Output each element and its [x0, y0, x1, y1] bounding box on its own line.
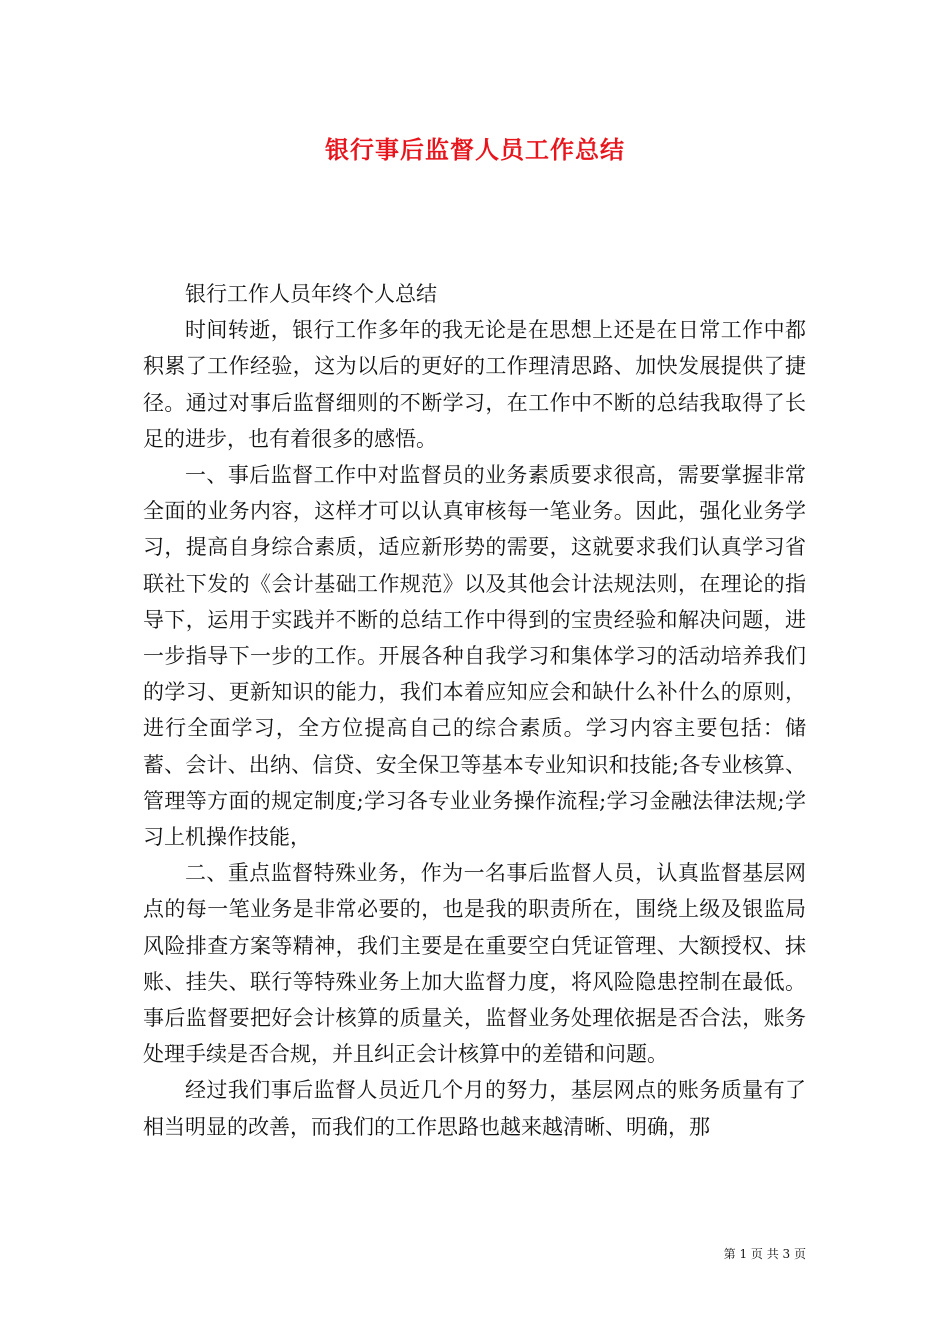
paragraph-section-one: 一、事后监督工作中对监督员的业务素质要求很高，需要掌握非常全面的业务内容，这样才可以认真审核每一笔业务。因此，强化业务学习，提高自身综合素质，适应新形势的需要，这就要求我们认真学习省联社下发的《会计基础工作规范》以及其他会计法规法则，在理论的指导下，运用于实践并不断的总结工作中得到的宝贵经验和解决问题，进一步指导下一步的工作。开展各种自我学习和集体学习的活动培养我们的学习、更新知识的能力，我们本着应知应会和缺什么补什么的原则，进行全面学习，全方位提高自己的综合素质。学习内容主要包括：储蓄、会计、出纳、信贷、安全保卫等基本专业知识和技能;各专业核算、管理等方面的规定制度;学习各专业业务操作流程;学习金融法律法规;学习上机操作技能，	[143, 463, 806, 850]
page-number: 第 1 页 共 3 页	[723, 1247, 806, 1261]
document-body	[143, 276, 806, 1145]
paragraph-intro: 时间转逝，银行工作多年的我无论是在思想上还是在日常工作中都积累了工作经验，这为以后的更好的工作理清思路、加快发展提供了捷径。通过对事后监督细则的不断学习，在工作中不断的总结我取得了长足的进步，也有着很多的感悟。	[143, 318, 806, 451]
paragraph-subtitle: 银行工作人员年终个人总结	[185, 282, 437, 306]
document-title: 银行事后监督人员工作总结	[325, 135, 625, 164]
paragraph-section-two: 二、重点监督特殊业务，作为一名事后监督人员，认真监督基层网点的每一笔业务是非常必要的，也是我的职责所在，围绕上级及银监局风险排查方案等精神，我们主要是在重要空白凭证管理、大额授权、抹账、挂失、联行等特殊业务上加大监督力度，将风险隐患控制在最低。事后监督要把好会计核算的质量关，监督业务处理依据是否合法，账务处理手续是否合规，并且纠正会计核算中的差错和问题。	[143, 861, 806, 1067]
paragraph-conclusion: 经过我们事后监督人员近几个月的努力，基层网点的账务质量有了相当明显的改善，而我们的工作思路也越来越清晰、明确，那	[143, 1078, 806, 1139]
